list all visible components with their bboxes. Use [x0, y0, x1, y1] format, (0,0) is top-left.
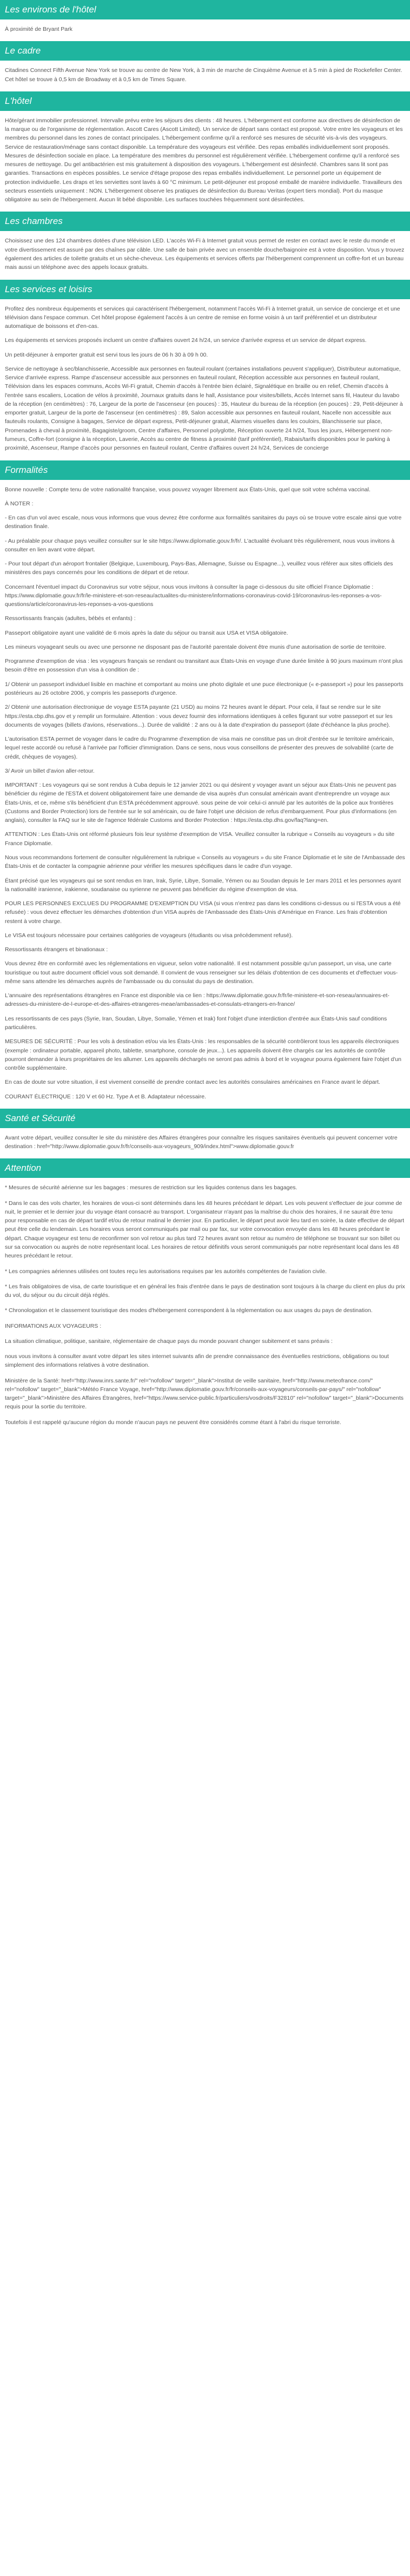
section-body	[0, 1178, 410, 1434]
section-body	[0, 61, 410, 91]
section-paragraph: ATTENTION : Les États-Unis ont réformé plusieurs fois leur système d'exemption de VISA. Veuillez consulter la rubrique « Conseils au voyageurs » du site France Diplomatie.	[5, 831, 395, 847]
section-paragraph: À proximité de Bryant Park	[5, 26, 72, 32]
section-paragraph: * Dans le cas des vols charter, les horaires de vous-ci sont déterminés dans les 48 heures précédant le départ. Les vols peuvent s'effectuer de jour comme de nuit, le premier et le dernier jour du voyage étant consacré au transport. L'organisateur n'ayant pas la maîtrise du choix des horaires, il ne saurait être tenu pour responsable en cas de départ tardif et/ou de retour matinal le dernier jour. En particulier, le départ peut avoir lieu tard en soirée, la date effective de départ peut être celle du lendemain. Les horaires vous seront communiqués par mail ou par fax, sur votre convocation envoyée dans les 48 heures précédant le départ. Chaque voyageur est tenu de reconfirmer son vol retour au plus tard 72 heures avant son retour au numéro de téléphone se trouvant sur son billet ou sur sa convocation ou auprès de notre représentant local. Les horaires de retour définitifs vous seront communiqués par notre représentant local dans les 48 heures précédant le retour.	[5, 1200, 405, 1260]
section-paragraph: POUR LES PERSONNES EXCLUES DU PROGRAMME D'EXEMPTION DU VISA (si vous n'entrez pas dans les conditions ci-dessus ou si l'ESTA vous a été refusée) : vous devez effectuer les démarches d'obtention d'un VISA auprès de l'Ambassade des États-Unis d'Amérique en France. Les frais d'obtention restent à votre charge.	[5, 900, 401, 925]
section-paragraph: Bonne nouvelle : Compte tenu de votre nationalité française, vous pouvez voyager librement aux États-Unis, quel que soit votre schéma vaccinal.	[5, 486, 371, 493]
section-paragraph: Concernant l'éventuel impact du Coronavirus sur votre séjour, nous vous invitons à consulter la page ci-dessous du site officiel France Diplomatie : https://www.diplomatie.gouv.fr/fr/le-ministere-et-son-reseau/actualites-du-ministere/informations-coronavirus-covid-19/coronavirus-les-reponses-a-vos-questions/article/coronavirus-les-reponses-a-vos-questions	[5, 583, 382, 608]
section-title: Santé et Sécurité	[0, 1109, 410, 1128]
section-paragraph: * Les frais obligatoires de visa, de carte touristique et en général les frais d'entrée dans le pays de destination sont toujours à la charge du client en plus du prix du vol, du séjour ou du circuit déjà réglés.	[5, 1283, 405, 1299]
section-paragraph: * Mesures de sécurité aérienne sur les bagages : mesures de restriction sur les liquides contenus dans les bagages.	[5, 1184, 297, 1191]
section-title: Attention	[0, 1158, 410, 1178]
section-paragraph: - En cas d'un vol avec escale, nous vous informons que vous devrez être conforme aux formalités sanitaires du pays où se trouve votre escale ainsi que votre destination finale.	[5, 515, 402, 530]
section-paragraph: Nous vous recommandons fortement de consulter régulièrement la rubrique « Conseils au voyageurs » du site France Diplomatie et le site de l'Ambassade des États-Unis et de contacter la compagnie aérienne pour vérifier les mesures spécifiques dans le cadre d'un voyage.	[5, 854, 405, 870]
section-title: Les environs de l'hôtel	[0, 0, 410, 19]
section-sante-securite	[0, 1109, 410, 1159]
section-cadre	[0, 41, 410, 91]
section-paragraph: Hôte/gérant immobilier professionnel. Intervalle prévu entre les séjours des clients : 48 heures. L'hébergement est conforme aux directives de désinfection de la marque ou de l'organisme de réglementation. Ascott Cares (Ascott Limited). Un service de départ sans contact est proposé. Votre entre les voyageurs et les membres du personnel dans les zones de contact principales. L'hébergement confirme qu'il a renforcé ses mesures de sécurité vis-à-vis des voyageurs. Service de restauration/ménage sans contact disponible. La température des voyageurs est vérifiée. Des repas emballés individuellement sont proposés. Mesures de désinfection sociale en place. La température des membres du personnel est régulièrement vérifiée. L'hébergement confirme qu'il a renforcé ses mesures de nettoyage. Du gel antibactérien est mis gratuitement à disposition des voyageurs. L'hébergement est désinfecté. Chambres sans lit sont pas garanties. Transactions en espèces possibles. Le service d'étage propose des repas emballés individuellement. Le personnel porte un équipement de protection individuelle. Les draps et les serviettes sont lavés à 60 °C minimum. Le petit-déjeuner est proposé emballé de manière individuelle. Travailleurs des secteurs essentiels uniquement : NON. L'hébergement observe les pratiques de désinfection du Bureau Veritas (expert tiers mondial). Port du masque obligatoire au sein de l'hébergement. Aucun lit bébé disponible. Les surfaces touchées fréquemment sont désinfectées.	[5, 117, 403, 203]
section-paragraph: * Les compagnies aériennes utilisées ont toutes reçu les autorisations requises par les autorités compétentes de l'aviation civile.	[5, 1268, 327, 1275]
section-title: Formalités	[0, 460, 410, 480]
section-paragraph: En cas de doute sur votre situation, il est vivement conseillé de prendre contact avec les autorités consulaires américaines en France avant le départ.	[5, 1079, 380, 1086]
section-body	[0, 299, 410, 460]
section-paragraph: Ressortissants français (adultes, bébés et enfants) :	[5, 615, 136, 622]
section-body	[0, 111, 410, 212]
section-paragraph: Les mineurs voyageant seuls ou avec une personne ne disposant pas de l'autorité parentale doivent être munis d'une autorisation de sortie de territoire.	[5, 643, 387, 650]
section-paragraph: À NOTER :	[5, 500, 34, 507]
section-paragraph: Le VISA est toujours nécessaire pour certaines catégories de voyageurs (étudiants ou visa précédemment refusé).	[5, 932, 293, 939]
section-hotel	[0, 91, 410, 212]
section-paragraph: 2/ Obtenir une autorisation électronique de voyage ESTA payante (21 USD) au moins 72 heures avant le départ. Pour cela, il faut se rendre sur le site https://esta.cbp.dhs.gov et y remplir un formulaire. Attention : vous devez fournir des informations identiques à celles figurant sur votre passeport et sur les documents de voyages (billets d'avions, réservations...). Durée de validité : 2 ans ou à la date d'expiration du passeport (date d'échéance la plus proche).	[5, 704, 393, 728]
section-paragraph: Ressortissants étrangers et binationaux :	[5, 946, 108, 953]
section-paragraph: - Pour tout départ d'un aéroport frontalier (Belgique, Luxembourg, Pays-Bas, Allemagne, Suisse ou Espagne...), veuillez vous référer aux sites officiels des ministères des pays concernés pour les conditions de départ et de retour.	[5, 561, 393, 576]
section-paragraph: INFORMATIONS AUX VOYAGEURS :	[5, 1322, 102, 1329]
section-paragraph: MESURES DE SÉCURITÉ : Pour les vols à destination et/ou via les États-Unis : les responsables de la sécurité contrôleront tous les appareils électroniques (exemple : ordinateur portable, appareil photo, tablette, smartphone, console de jeux...). Les appareils doivent être chargés car les autorités de contrôle pourront demander à leurs propriétaires de les allumer. Les appareils déchargés ne seront pas admis à bord et le voyageur pourra également faire l'objet d'un contrôle supplémentaire.	[5, 1038, 402, 1072]
section-paragraph: Choisissez une des 124 chambres dotées d'une télévision LED. L'accès Wi-Fi à Internet gratuit vous permet de rester en contact avec le reste du monde et votre divertissement est assuré par des chaînes par câble. Une salle de bain privée avec un ensemble douche/baignoire est à votre disposition. Vous y trouvez également des articles de toilette gratuits et un sèche-cheveux. Les équipements et services offerts par l'hébergement comprennent un coffre-fort et un bureau mais aussi un téléphone avec des appels locaux gratuits.	[5, 238, 405, 271]
section-body	[0, 480, 410, 1109]
section-paragraph: - Au préalable pour chaque pays veuillez consulter sur le site https://www.diplomatie.gouv.fr/fr/. L'actualité évoluant très régulièrement, nous vous invitons à consulter en lien avant votre départ.	[5, 537, 395, 553]
section-paragraph: Vous devrez être en conformité avec les réglementations en vigueur, selon votre nationalité. Il est notamment possible qu'un passeport, un visa, une carte touristique ou tout autre document officiel vous soit demandé. Il convient de vous renseigner sur les délais d'obtention de ces documents et d'effectuer vous-même sans attendre les démarches auprès de l'ambassade ou du consulat du pays de destination.	[5, 960, 398, 985]
section-environs	[0, 0, 410, 41]
section-paragraph: Un petit-déjeuner à emporter gratuit est servi tous les jours de 06 h 30 à 09 h 00.	[5, 351, 208, 358]
section-attention	[0, 1158, 410, 1434]
section-paragraph: Ministère de la Santé: href="http://www.inrs.sante.fr/" rel="nofollow" target="_blank">Institut de veille sanitaire, href="http://www.meteofrance.com/" rel="nofollow" target="_blank">Météo France Voyage, href="http://www.diplomatie.gouv.fr/fr/conseils-aux-voyageurs/conseils-par-pays/" rel="nofollow" target="_blank">Ministère des Affaires Étrangères, href="https://www.service-public.fr/particuliers/vosdroits/F32810" rel="nofollow" target="_blank">Documents requis pour la sortie du territoire.	[5, 1377, 404, 1411]
section-title: Le cadre	[0, 41, 410, 61]
section-paragraph: Programme d'exemption de visa : les voyageurs français se rendant ou transitant aux États-Unis en voyage d'une durée limitée à 90 jours maximum n'ont plus besoin d'être en possession d'un visa à condition de :	[5, 658, 403, 674]
section-paragraph: Avant votre départ, veuillez consulter le site du ministère des Affaires étrangères pour connaître les risques sanitaires éventuels qui peuvent concerner votre destination : href="http://www.diplomatie.gouv.fr/fr/conseils-aux-voyageurs_909/index.html">www.diplomatie.gouv.fr	[5, 1134, 398, 1150]
section-paragraph: Les équipements et services proposés incluent un centre d'affaires ouvert 24 h/24, un service d'arrivée express et un service de départ express.	[5, 337, 367, 344]
section-title: L'hôtel	[0, 91, 410, 111]
section-paragraph: 3/ Avoir un billet d'avion aller-retour.	[5, 767, 95, 774]
section-paragraph: * Chronologation et le classement touristique des modes d'hébergement correspondent à la réglementation ou aux usages du pays de destination.	[5, 1307, 373, 1314]
section-chambres	[0, 212, 410, 279]
section-paragraph: L'annuaire des représentations étrangères en France est disponible via ce lien : https://www.diplomatie.gouv.fr/fr/le-ministere-et-son-reseau/annuaires-et-adresses-du-ministere-de-l-europe-et-des-affaires-etrangeres-meae/ambassades-et-consulats-etrangers-en-france/	[5, 992, 389, 1008]
section-formalites	[0, 460, 410, 1109]
section-paragraph: Passeport obligatoire ayant une validité de 6 mois après la date du séjour ou transit aux USA et VISA obligatoire.	[5, 629, 288, 636]
section-paragraph: Toutefois il est rappelé qu'aucune région du monde n'aucun pays ne peuvent être considérés comme étant à l'abri du risque terroriste.	[5, 1419, 341, 1426]
section-paragraph: 1/ Obtenir un passeport individuel lisible en machine et comportant au moins une photo digitale et une puce électronique (« e-passeport ») pour les passeports postérieurs au 26 octobre 2006, y compris les passeports d'urgence.	[5, 681, 404, 697]
section-paragraph: La situation climatique, politique, sanitaire, réglementaire de chaque pays du monde pouvant changer subitement et sans préavis :	[5, 1338, 333, 1345]
section-title: Les services et loisirs	[0, 280, 410, 299]
section-body	[0, 231, 410, 279]
section-services-loisirs	[0, 280, 410, 460]
section-paragraph: COURANT ÉLECTRIQUE : 120 V et 60 Hz. Type A et B. Adaptateur nécessaire.	[5, 1093, 206, 1100]
section-paragraph: Service de nettoyage à sec/blanchisserie, Accessible aux personnes en fauteuil roulant (certaines installations peuvent s'appliquer), Distributeur automatique, Service d'arrivée express. Rampe d'ascenseur accessible aux personnes en fauteuil roulant, Réception accessible aux personnes en fauteuil roulant, Télévision dans les espaces communs, Accès Wi-Fi gratuit, Chemin d'accès à l'entrée bien éclairé, Signalétique en braille ou en relief, Chemin d'accès à l'entrée sans escaliers, Location de vélos à proximité, Journaux gratuits dans le hall, Assistance pour visites/billets, Accès Internet sans fil, Hauteur du lavabo de la réception (en centimètres) : 76, Largeur de la porte de l'ascenseur (en pouces) : 35, Hauteur du bureau de la réception (en pouces) : 29, Petit-déjeuner à emporter gratuit, Largeur de la porte de l'ascenseur (en centimètres) : 89, Salon accessible aux personnes en fauteuil roulant, Nacelle non accessible aux fauteuils roulants, Consigne à bagages, Service de départ express, Petit-déjeuner gratuit, Alarmes visuelles dans les couloirs, Blanchisserie sur place, Promenades à cheval à proximité, Bagagiste/groom, Centre d'affaires, Personnel polyglotte, Réception ouverte 24 h/24, Tous les jours, Hébergement non-fumeurs, Coffre-fort (consigne à la réception, Laverie, Accès au centre de fitness à proximité (tarif préférentiel), Rabais/tarifs disponibles pour le parking à proximité, Ascenseur, Rampe d'accès pour personnes en fauteuil roulant, Centre d'affaires ouvert 24 h/24, Services de concierge	[5, 365, 403, 452]
section-paragraph: Profitez des nombreux équipements et services qui caractérisent l'hébergement, notamment l'accès Wi-Fi à Internet gratuit, un service de concierge et et une télévision dans l'espace commun. Cet hôtel propose également l'accès à un centre de remise en forme voisin à un tarif préférentiel et un distributeur automatique de boissons et d'en-cas.	[5, 305, 400, 330]
section-paragraph: Étant précisé que les voyageurs qui se sont rendus en Iran, Irak, Syrie, Libye, Somalie, Yémen ou au Soudan depuis le 1er mars 2011 et les personnes ayant la nationalité iranienne, irakienne, soudanaise ou syrienne ne peuvent pas bénéficier du régime d'exemption de visa.	[5, 877, 401, 893]
section-body	[0, 1128, 410, 1159]
section-title: Les chambres	[0, 212, 410, 231]
section-paragraph: nous vous invitons à consulter avant votre départ les sites internet suivants afin de prendre connaissance des éventuelles restrictions, obligations ou tout simplement des informations relatives à votre destination.	[5, 1353, 389, 1369]
section-paragraph: IMPORTANT : Les voyageurs qui se sont rendus à Cuba depuis le 12 janvier 2021 ou qui désirent y voyager avant un séjour aux États-Unis ne peuvent pas bénéficier du régime de l'ESTA et doivent obligatoirement faire une demande de visa auprès d'un consulat américain avant d'entreprendre un voyage aux États-Unis, et ce, même s'ils bénéficient d'un ESTA précédemment approuvé. sous peine de voir celui-ci annulé par les autorités de la police aux frontières (Customs and Border Protection) lors de l'entrée sur le sol américain, ou de faire l'objet une décision de refus d'embarquement. Pour plus d'informations (en anglais), consulter la FAQ sur le site de l'agence fédérale Customs and Border Protection : https://esta.cbp.dhs.gov/faq?lang=en.	[5, 782, 397, 824]
section-paragraph: Citadines Connect Fifth Avenue New York se trouve au centre de New York, à 3 min de marche de Cinquième Avenue et à 5 min à pied de Rockefeller Center. Cet hôtel se trouve à 0,5 km de Broadway et à 0,5 km de Times Square.	[5, 67, 402, 83]
section-paragraph: Les ressortissants de ces pays (Syrie, Iran, Soudan, Libye, Somalie, Yémen et Irak) font l'objet d'une interdiction d'entrée aux États-Unis sauf conditions particulières.	[5, 1015, 387, 1031]
section-body	[0, 19, 410, 41]
section-paragraph: L'autorisation ESTA permet de voyager dans le cadre du Programme d'exemption de visa mais ne constitue pas un droit d'entrée sur le territoire américain, lequel reste accordé ou refusé à l'arrivée par l'officier d'immigration. Dans ce sens, nous vous conseillons de présenter des preuves de solvabilité (carte de crédit, chèques de voyages).	[5, 736, 394, 760]
